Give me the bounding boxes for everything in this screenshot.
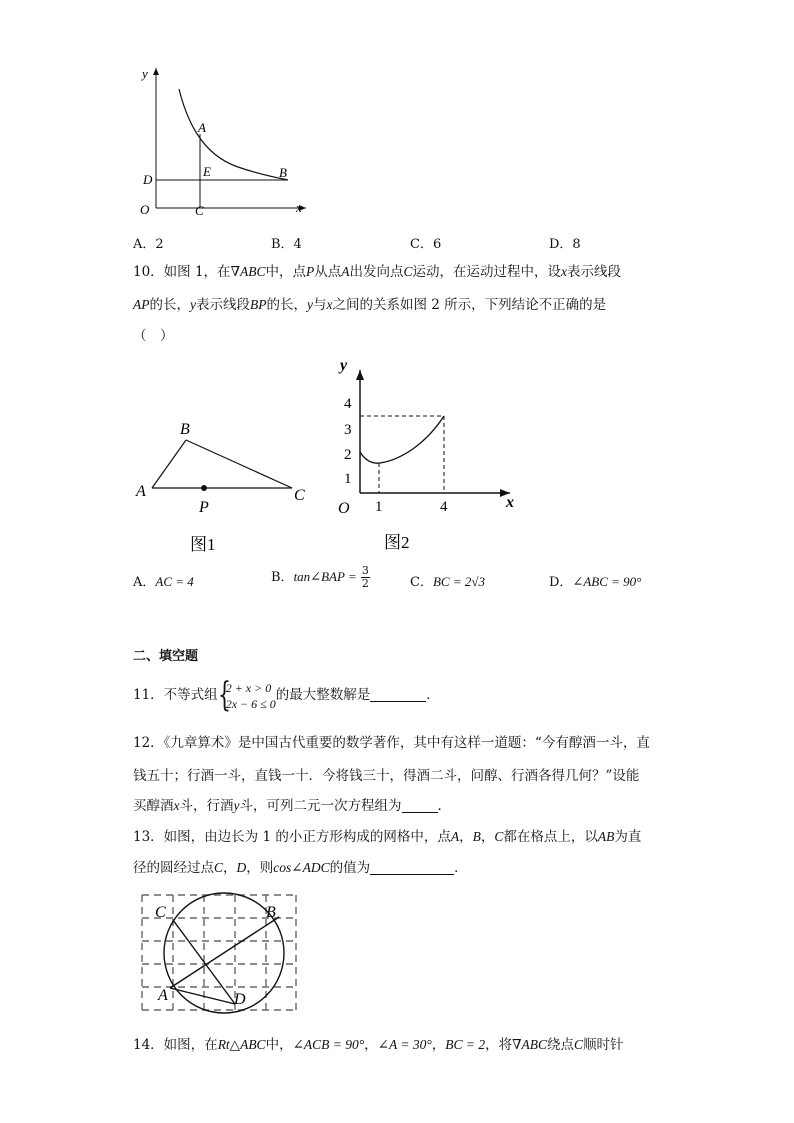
graph-label-x: x xyxy=(506,494,514,511)
q10-option-d[interactable]: D．∠ABC = 90° xyxy=(549,574,642,590)
q11-system: { 2 + x > 0 2x − 6 ≤ 0 xyxy=(217,674,276,715)
label-A: A xyxy=(198,120,206,135)
q10-option-c[interactable]: C．BC = 2√3 xyxy=(410,574,485,590)
q10-line2: AP的长，y表示线段BP的长，y与x之间的关系如图 2 所示，下列结论不正确的是 xyxy=(133,297,607,313)
graph-label-y: y xyxy=(340,357,348,374)
q13-line1: 13．如图，由边长为 1 的小正方形构成的网格中，点A，B，C都在格点上，以AB为直 xyxy=(133,829,642,845)
tick-x4: 4 xyxy=(440,499,448,515)
q12-line3: 买醇酒x斗，行酒y斗，可列二元一次方程组为 ． xyxy=(133,798,451,814)
q13-line2: 径的圆经过点C，D，则cos∠ADC的值为 ． xyxy=(133,860,468,876)
graph-curve xyxy=(360,416,444,463)
grid-label-C: C xyxy=(155,904,166,921)
label-C: C xyxy=(195,203,204,218)
q10-line1: 10．如图 1，在∇ABC中，点P从点A出发向点C运动，在运动过程中，设x表示线段 xyxy=(133,264,622,280)
q12-line1: 12．《九章算术》是中国古代重要的数学著作，其中有这样一道题：“今有醇酒一斗，直 xyxy=(133,735,650,751)
hyperbola-curve xyxy=(179,89,288,180)
q9-option-a[interactable]: A．2 xyxy=(133,237,164,252)
grid-label-D: D xyxy=(234,991,246,1008)
diameter-AB xyxy=(170,917,279,988)
side-BC xyxy=(186,440,292,488)
tri-label-P: P xyxy=(199,499,209,516)
q9-option-c[interactable]: C．6 xyxy=(410,237,442,252)
grid-circle-figure xyxy=(140,892,300,1016)
graph-label-O: O xyxy=(338,500,350,517)
triangle-figure xyxy=(128,412,328,562)
tri-label-C: C xyxy=(294,487,305,504)
tri-label-A: A xyxy=(136,483,146,500)
label-D: D xyxy=(143,172,153,187)
side-AB xyxy=(152,440,186,488)
q9-option-b[interactable]: B．4 xyxy=(271,237,302,252)
label-E: E xyxy=(203,164,211,179)
q14-line1: 14．如图，在Rt△ABC中，∠ACB = 90°，∠A = 30°，BC = 2，将∇ABC绕点C顺时针 xyxy=(133,1037,624,1053)
grid-label-B: B xyxy=(266,904,276,921)
label-B: B xyxy=(279,165,287,180)
q10-option-b[interactable]: B．tan∠BAP = $\frac{3}{2}$ xyxy=(271,564,369,590)
q10-paren: （ ） xyxy=(133,328,174,344)
q10-option-a[interactable]: A．AC = 4 xyxy=(133,574,194,590)
label-x: x xyxy=(296,200,302,215)
graph-caption: 图2 xyxy=(384,533,410,552)
q13-answer-blank[interactable] xyxy=(370,860,454,875)
label-y: y xyxy=(142,66,148,81)
tick-y3: 3 xyxy=(344,422,352,438)
label-O: O xyxy=(140,202,150,217)
point-P xyxy=(201,485,207,491)
q12-line2: 钱五十；行酒一斗，直钱一十．今将钱三十，得酒二斗，问醇、行酒各得几何？”设能 xyxy=(133,768,640,784)
tick-y1: 1 xyxy=(344,471,352,487)
section-heading: 二、填空题 xyxy=(133,649,199,664)
q11-answer-blank[interactable] xyxy=(370,687,426,702)
grid-label-A: A xyxy=(158,987,168,1004)
tick-y2: 2 xyxy=(344,447,352,463)
q11: 11．不等式组 { 2 + x > 0 2x − 6 ≤ 0 的最大整数解是 ． xyxy=(133,674,440,715)
q12-answer-blank[interactable] xyxy=(402,798,438,813)
tri-label-B: B xyxy=(180,421,190,438)
tri-caption: 图1 xyxy=(190,535,216,554)
tick-y4: 4 xyxy=(344,396,352,412)
hyperbola-figure xyxy=(128,62,318,222)
tick-x1: 1 xyxy=(375,499,383,515)
graph-figure xyxy=(330,350,530,555)
q9-option-d[interactable]: D．8 xyxy=(549,237,581,252)
